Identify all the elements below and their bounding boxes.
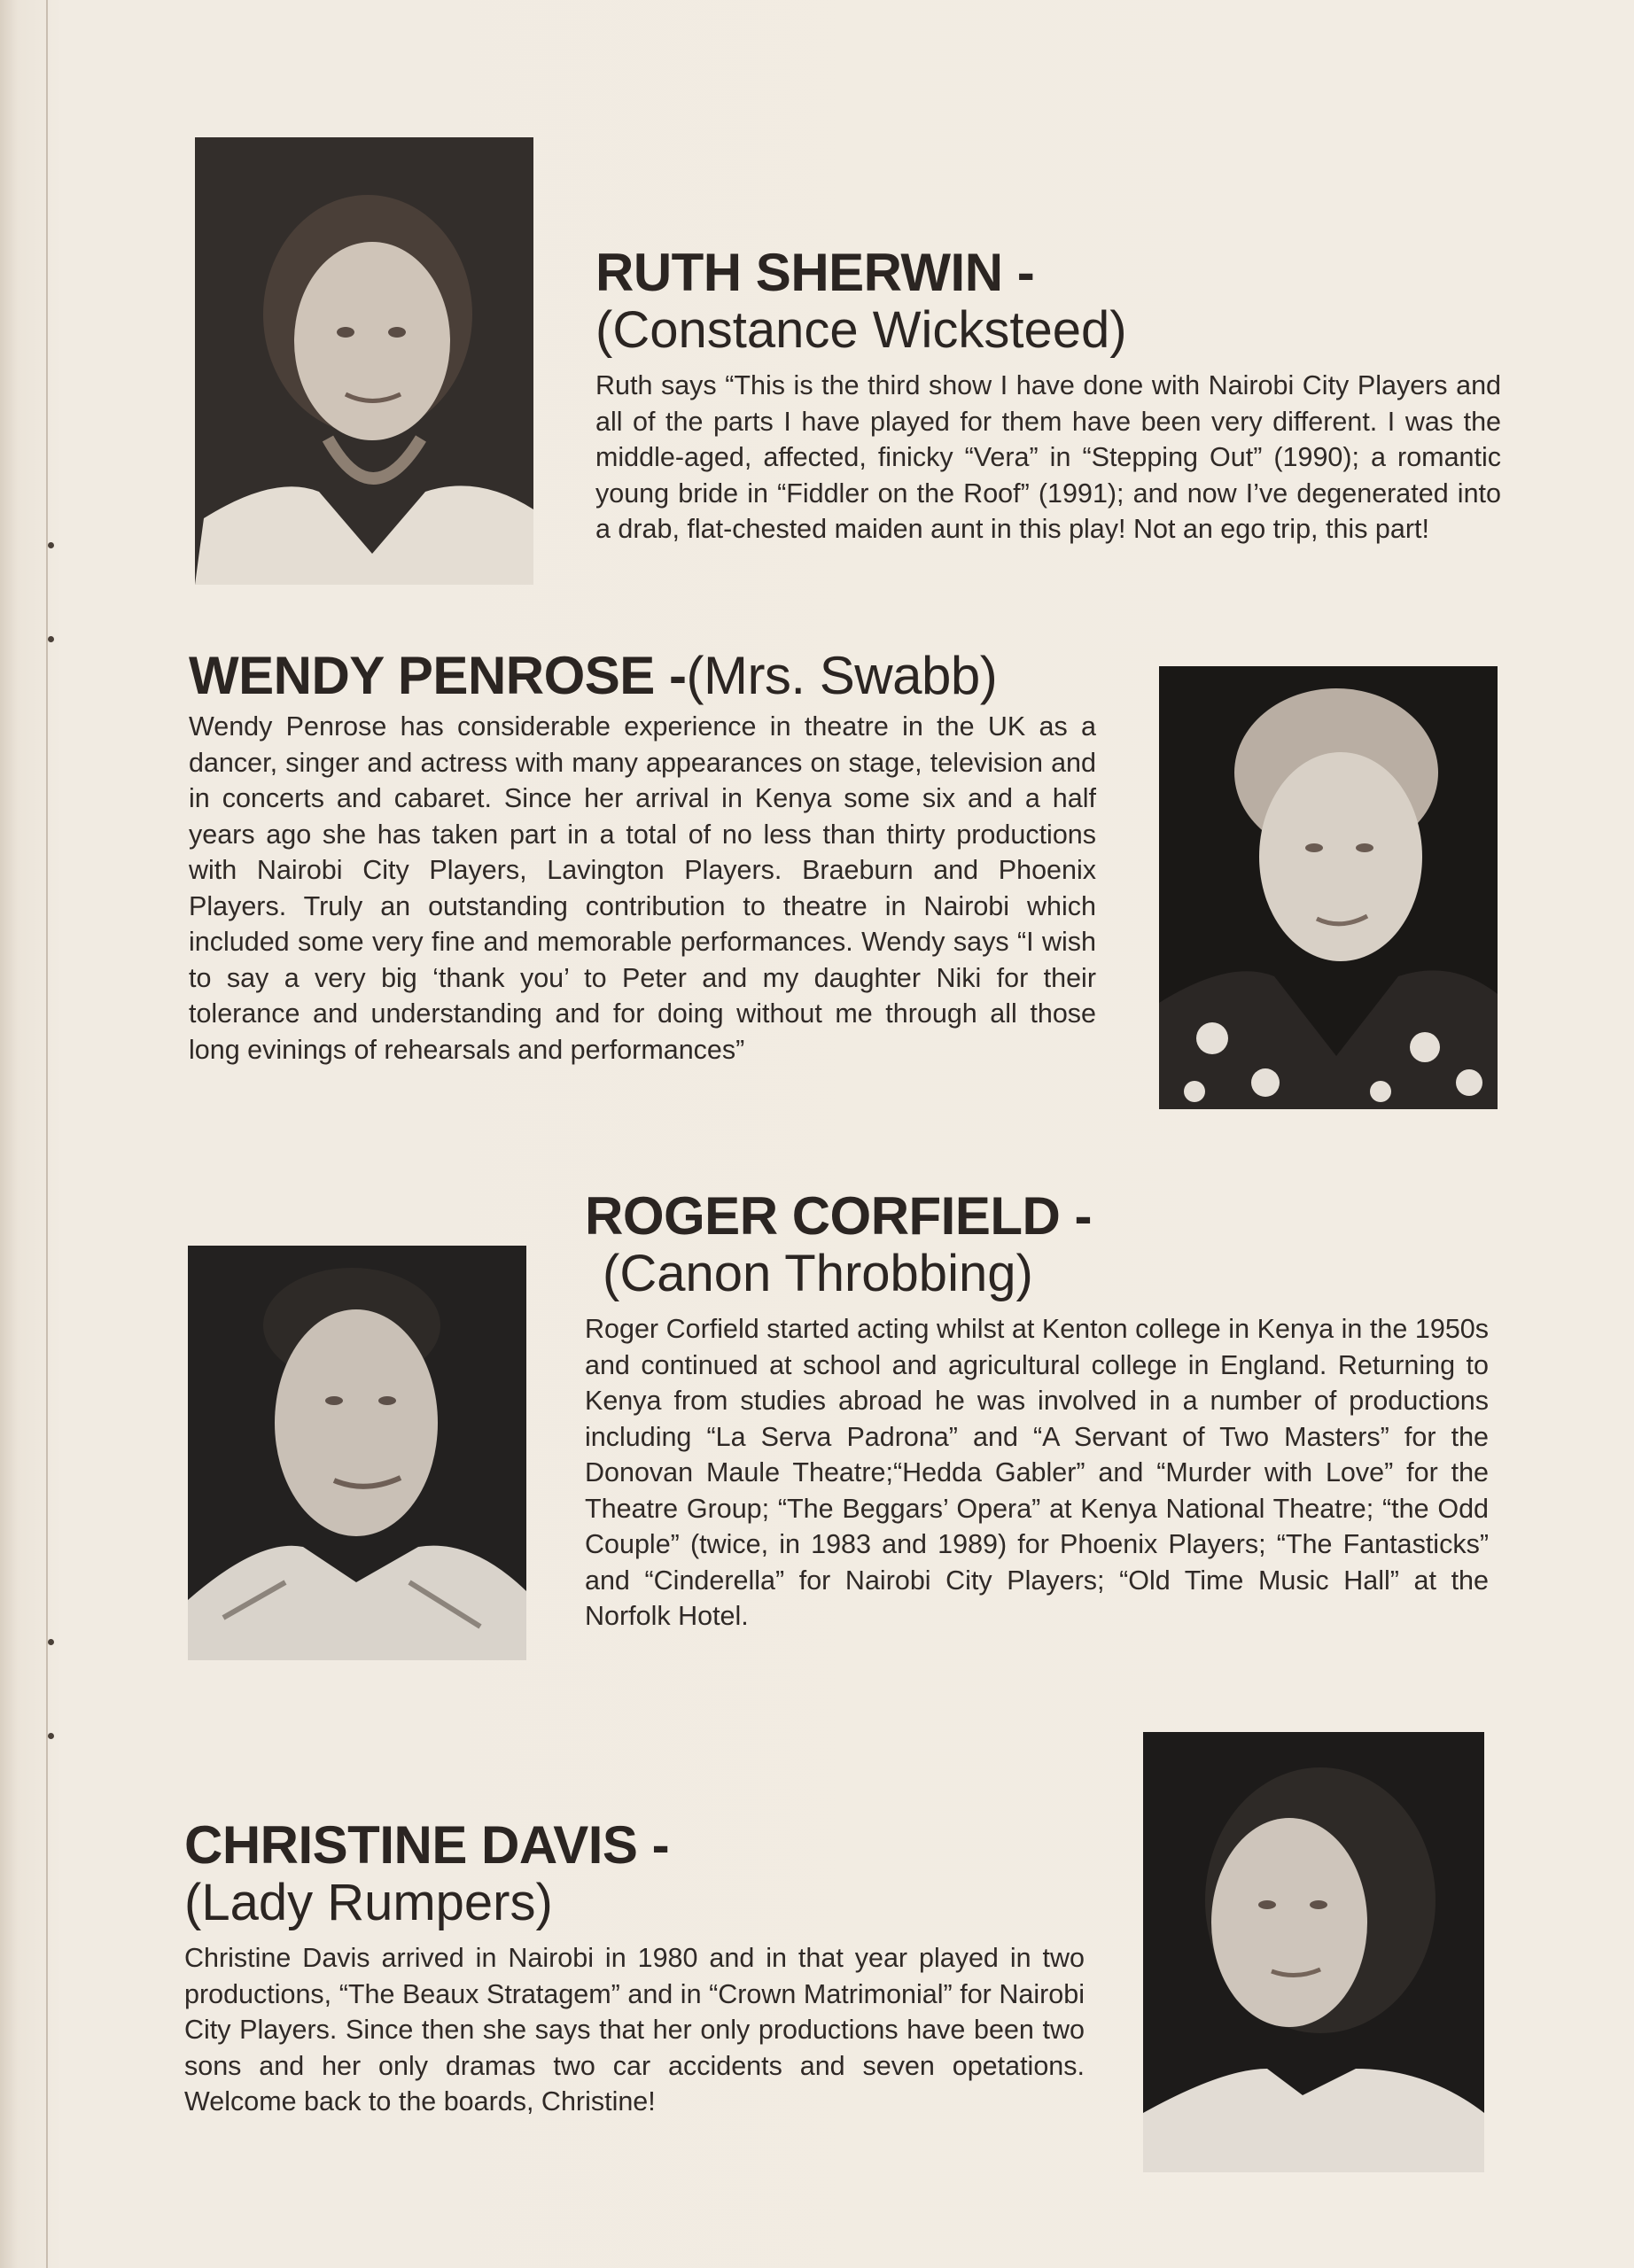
cast-bio: Christine Davis arrived in Nairobi in 1980 and in that year played in two productions, “The Beaux Stratagem” and in “Crown Matrimonial” for Nairobi City Players. Since then she says that her only productions have been two sons and her only dramas two car accidents and seven opetations. Welcome back to the boards, Christine! bbox=[184, 1943, 1085, 2117]
christine-davis-portrait-photo bbox=[1143, 1732, 1484, 2172]
roger-corfield-portrait-photo bbox=[188, 1246, 526, 1660]
staple-hole bbox=[48, 636, 54, 642]
cast-bio: Roger Corfield started acting whilst at Kenton college in Kenya in the 1950s and continued at school and agricultural college in England. Returning to Kenya from studies abroad he was involved in a number of productions including “La Serva Padrona” and “A Servant of Two Masters” for the Donovan Maule Theatre;“Hedda Gabler” and “Murder with Love” for the Theatre Group; “The Beggars’ Opera” at Kenya National Theatre; “the Odd Couple” (twice, in 1983 and 1989) for Phoenix Players; “The Fantasticks” and “Cinderella” for Nairobi City Players; “Old Time Music Hall” at the Norfolk Hotel. bbox=[585, 1314, 1489, 1631]
ruth-sherwin-portrait-photo bbox=[195, 137, 533, 585]
character-role: (Constance Wicksteed) bbox=[595, 301, 1127, 359]
wendy-penrose-portrait-photo bbox=[1159, 666, 1498, 1109]
staple-hole bbox=[48, 542, 54, 548]
cast-name-with-role bbox=[189, 647, 1096, 705]
wendy-penrose-profile bbox=[189, 647, 1096, 1068]
cast-name: ROGER CORFIELD - bbox=[585, 1186, 1092, 1246]
page-spine bbox=[46, 0, 48, 2268]
staple-hole bbox=[48, 1639, 54, 1645]
character-role: (Canon Throbbing) bbox=[603, 1245, 1033, 1302]
christine-davis-profile bbox=[184, 1816, 1085, 2120]
cast-bio: Ruth says “This is the third show I have done with Nairobi City Players and all of the parts I have played for them have been very different. I was the middle-aged, affected, finicky “Vera” in “Stepping Out” (1990); a romantic young bride in “Fiddler on the Roof” (1991); and now I’ve degenerated into a drab, flat-chested maiden aunt in this play! Not an ego trip, this part! bbox=[595, 370, 1501, 544]
cast-name: CHRISTINE DAVIS - bbox=[184, 1815, 670, 1875]
roger-corfield-profile bbox=[585, 1187, 1489, 1635]
character-role: (Mrs. Swabb) bbox=[686, 646, 998, 705]
cast-name: RUTH SHERWIN - bbox=[595, 243, 1035, 302]
cast-name: WENDY PENROSE - bbox=[189, 646, 687, 705]
staple-hole bbox=[48, 1733, 54, 1739]
character-role: (Lady Rumpers) bbox=[184, 1874, 553, 1931]
ruth-sherwin-profile bbox=[595, 244, 1501, 548]
cast-bio: Wendy Penrose has considerable experience in theatre in the UK as a dancer, singer and actress with many appearances on stage, television and in concerts and cabaret. Since her arrival in Kenya some six and a half years ago she has taken part in a total of no less than thirty productions with Nairobi City Players, Lavington Players. Braeburn and Phoenix Players. Truly an outstanding contribution to theatre in Nairobi which included some very fine and memorable performances. Wendy says “I wish to say a very big ‘thank you’ to Peter and my daughter Niki for their tolerance and understanding and for doing without me through all those long evinings of rehearsals and performances” bbox=[189, 711, 1096, 1065]
